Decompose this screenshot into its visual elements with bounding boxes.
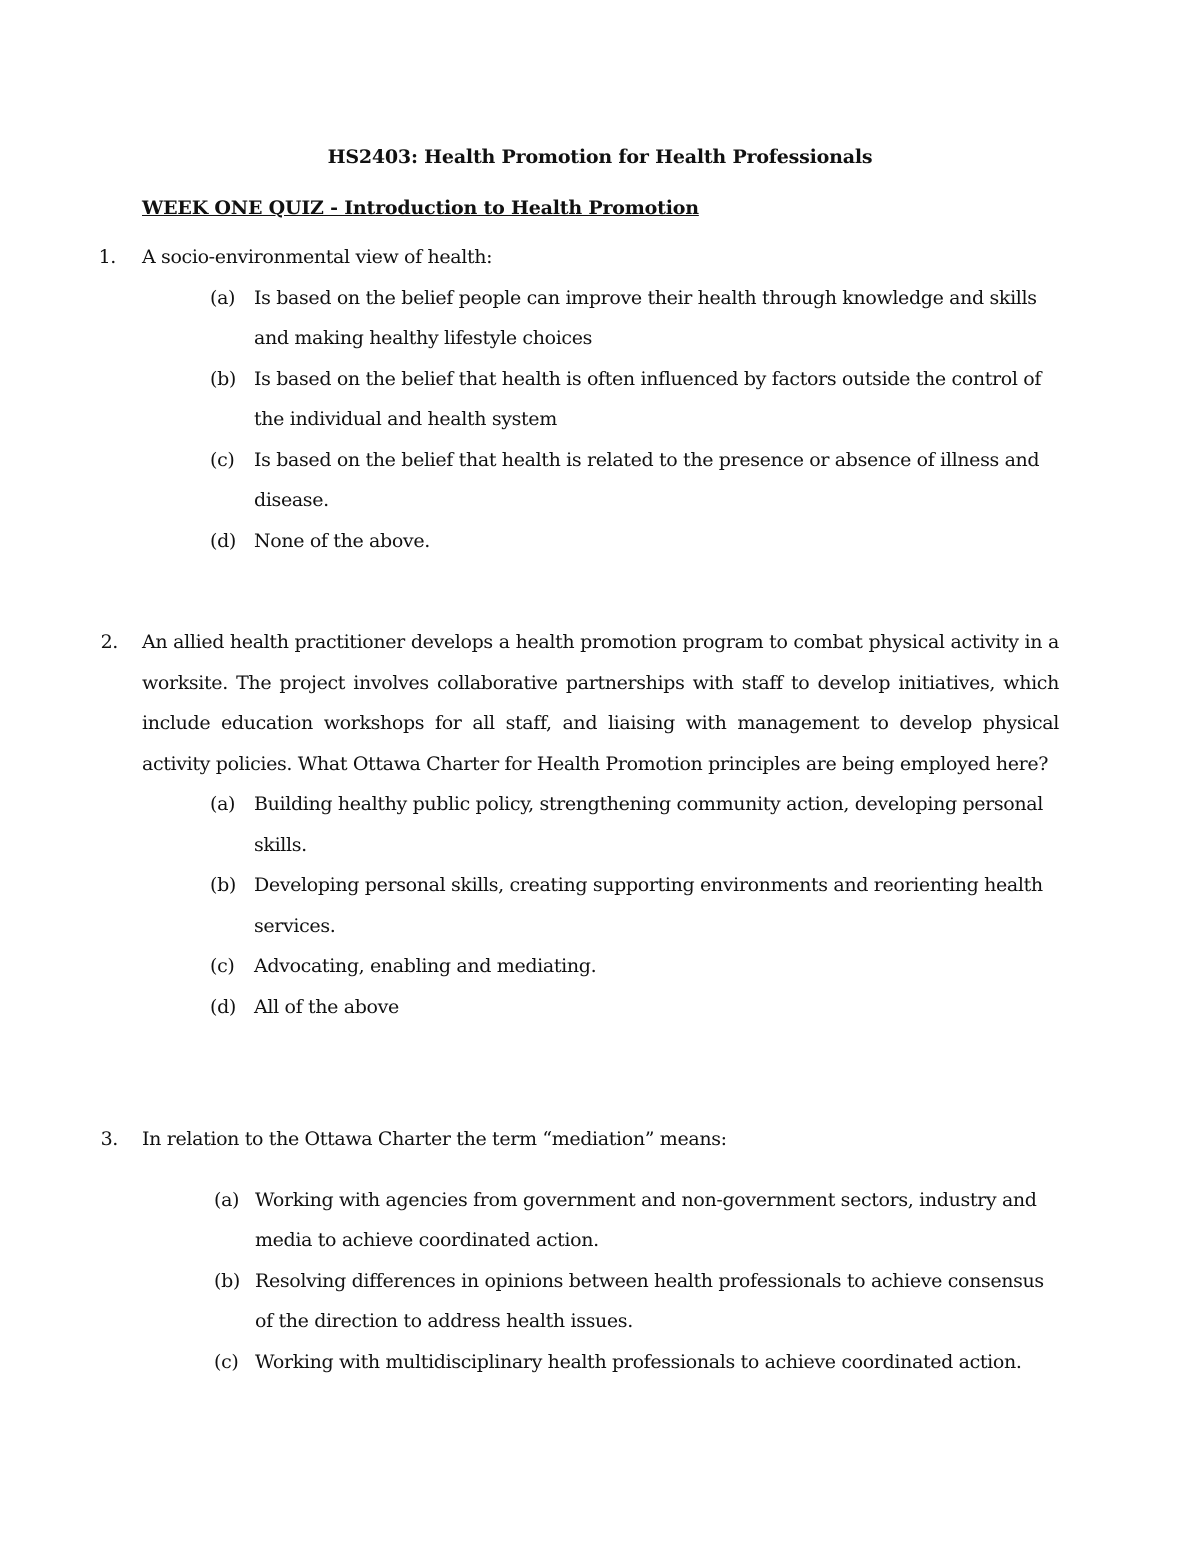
option-b <box>142 865 1059 946</box>
option-label: (c) <box>210 448 235 471</box>
option-text: Advocating, enabling and mediating. <box>254 955 597 977</box>
option-d <box>142 987 1059 1028</box>
quiz-subtitle: WEEK ONE QUIZ - Introduction to Health Promotion <box>142 197 699 219</box>
option-text: Is based on the belief people can improve their health through knowledge and skills and making healthy lifestyle choices <box>254 286 1037 349</box>
option-label: (c) <box>210 955 235 977</box>
option-a <box>142 1180 1059 1261</box>
option-label: (b) <box>210 367 236 390</box>
option-text: Developing personal skills, creating supporting environments and reorienting health services. <box>254 874 1043 937</box>
option-label: (b) <box>210 874 236 896</box>
spacer <box>142 1160 1059 1180</box>
option-text: None of the above. <box>254 529 430 552</box>
option-c <box>142 440 1059 521</box>
option-b <box>142 359 1059 440</box>
question-number: 3. <box>100 1128 118 1150</box>
option-b <box>142 1261 1059 1342</box>
document-title: HS2403: Health Promotion for Health Professionals <box>327 146 873 168</box>
option-d <box>142 521 1059 562</box>
option-text: Working with agencies from government and non-government sectors, industry and media to achieve coordinated action. <box>255 1188 1037 1251</box>
option-text: Is based on the belief that health is often influenced by factors outside the control of the individual and health system <box>254 367 1042 430</box>
option-a <box>142 784 1059 865</box>
option-text: Resolving differences in opinions between health professionals to achieve consensus of the direction to address health issues. <box>255 1269 1044 1332</box>
option-text: Working with multidisciplinary health professionals to achieve coordinated action. <box>255 1350 1022 1373</box>
question-stem: In relation to the Ottawa Charter the term “mediation” means: <box>142 1128 727 1150</box>
question-3 <box>100 1119 1059 1382</box>
option-text: All of the above <box>254 995 399 1018</box>
question-2 <box>100 622 1059 1027</box>
option-a <box>142 278 1059 359</box>
question-stem: A socio-environmental view of health: <box>142 246 493 268</box>
option-label: (c) <box>214 1350 239 1373</box>
question-stem: An allied health practitioner develops a health promotion program to combat physical activity in a worksite. The project involves collaborative partnerships with staff to develop initiatives, which include education workshops for all staff, and liaising with management to develop physical activity policies. What Ottawa Charter for Health Promotion principles are being employed here? <box>142 631 1059 775</box>
option-text: Building healthy public policy, strengthening community action, developing personal skills. <box>254 793 1043 856</box>
option-label: (a) <box>210 793 236 815</box>
question-1 <box>98 237 1059 561</box>
option-label: (d) <box>210 995 236 1018</box>
option-label: (b) <box>214 1269 240 1292</box>
question-number: 1. <box>98 246 116 268</box>
option-text: Is based on the belief that health is related to the presence or absence of illness and disease. <box>254 448 1040 511</box>
option-c <box>142 946 1059 987</box>
option-c <box>142 1342 1059 1383</box>
option-label: (a) <box>210 286 236 309</box>
option-label: (d) <box>210 529 236 552</box>
option-label: (a) <box>214 1188 240 1211</box>
question-number: 2. <box>100 631 118 653</box>
